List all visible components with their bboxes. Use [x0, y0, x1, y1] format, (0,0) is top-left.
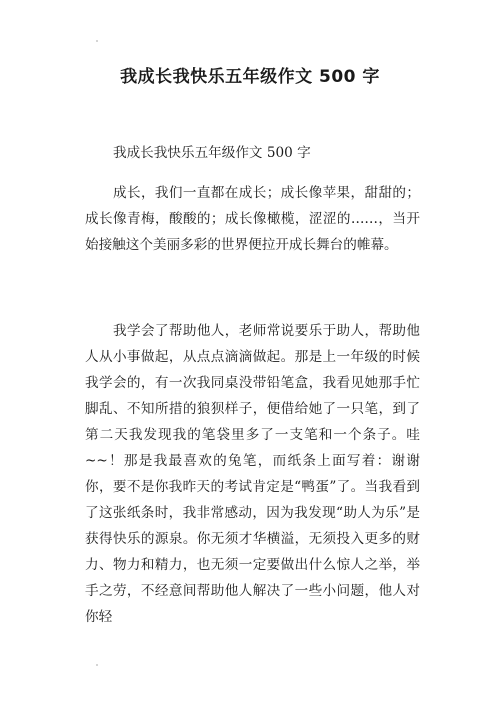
essay-body-1 — [85, 180, 420, 258]
paragraph: 我学会了帮助他人，老师常说要乐于助人，帮助他人从小事做起，从点点滴滴做起。那是上一年级的时候我学会的，有一次我同桌没带铅笔盒，我看见她那手忙脚乱、不知所措的狼狈样子，便借给她了一只笔，到了第二天我发现我的笔袋里多了一支笔和一个条子。哇~~！那是我最喜欢的兔笔，而纸条上面写着：谢谢你，要不是你我昨天的考试肯定是“鸭蛋”了。当我看到了这张纸条时，我非常感动，因为我发现“助人为乐”是获得快乐的源泉。你无须才华横溢，无须投入更多的财力、物力和精力，也无须一定要做出什么惊人之举，举手之劳，不经意间帮助他人解决了一些小问题，他人对你轻 — [85, 323, 420, 625]
essay-body-2 — [85, 318, 420, 630]
scan-speck — [96, 40, 98, 42]
page-title: 我成长我快乐五年级作文 500 字 — [120, 67, 380, 87]
scan-speck — [96, 664, 98, 666]
paragraph: 成长，我们一直都在成长；成长像苹果，甜甜的；成长像青梅，酸酸的；成长像橄榄，涩涩的……，当开始接触这个美丽多彩的世界便拉开成长舞台的帷幕。 — [85, 185, 420, 253]
essay-subtitle: 我成长我快乐五年级作文 500 字 — [113, 145, 311, 161]
